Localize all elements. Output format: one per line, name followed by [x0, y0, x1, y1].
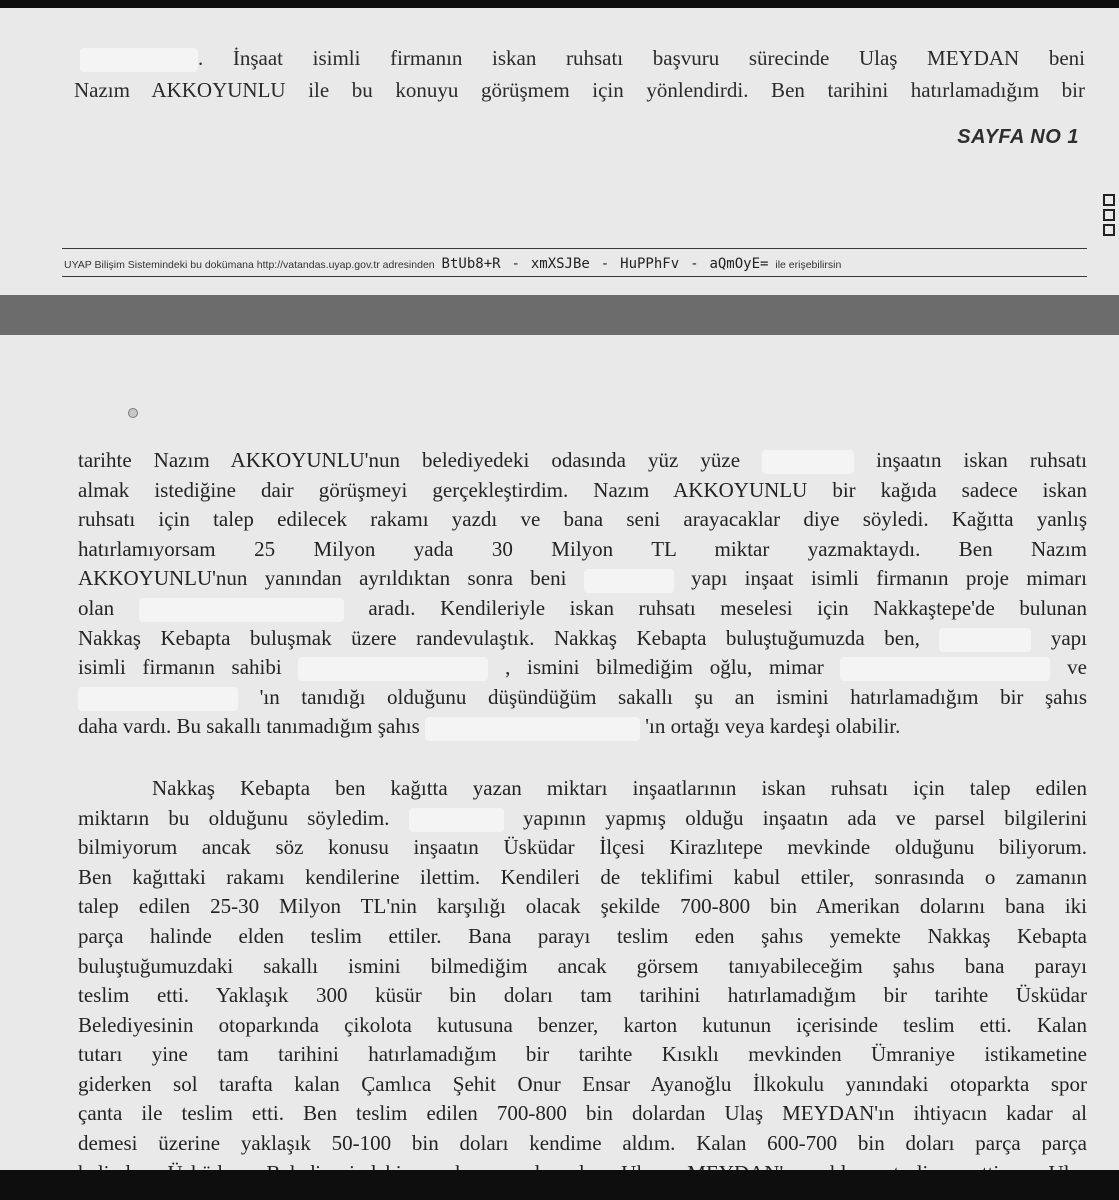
- body-line: [78, 564, 1087, 594]
- punch-hole-mark: [128, 408, 138, 418]
- body-text-segment: tutarı yine tam tarihini hatırlamadığım bir tarihte Kısıklı mevkinden Ümraniye istikametine: [78, 1042, 1087, 1067]
- footer-top-rule: [62, 248, 1087, 249]
- body-text-segment: Ben kağıttaki rakamı kendilerine ilettim. Kendileri de teklifimi kabul ettiler, sonrasında o zamanın: [78, 864, 1087, 889]
- page-number-label: SAYFA NO 1: [957, 126, 1079, 148]
- body-line: [78, 981, 1087, 1011]
- body-line: [78, 952, 1087, 982]
- body-line: [78, 683, 1087, 713]
- body-text-segment: olan: [78, 595, 115, 620]
- body-text-segment: almak istediğine dair görüşmeyi gerçekleştirdim. Nazım AKKOYUNLU bir kağıda sadece iskan: [78, 477, 1087, 502]
- body-text-segment: hatırlamıyorsam 25 Milyon yada 30 Milyon TL miktar yazmaktaydı. Ben Nazım: [78, 536, 1087, 561]
- redaction-block: [78, 687, 238, 711]
- body-text-segment: 'ın tanıdığı olduğunu düşündüğüm sakallı şu an ismini hatırlamadığım bir şahıs: [259, 684, 1087, 709]
- body-text-segment: Belediyesinin otoparkında çikolota kutusuna benzer, karton kutunun içerisinde teslim etti. Kalan: [78, 1012, 1087, 1037]
- body-line: [78, 594, 1087, 624]
- body-line: [78, 892, 1087, 922]
- body-text-segment: yapı inşaat isimli firmanın proje mimarı: [691, 566, 1088, 591]
- redaction-block: [80, 48, 198, 72]
- code-separator-2: -: [600, 256, 610, 272]
- body-text-segment: miktarın bu olduğunu söyledim.: [78, 805, 390, 830]
- redaction-block: [425, 717, 640, 741]
- body-line: [78, 833, 1087, 863]
- code-separator-1: -: [511, 256, 520, 272]
- scanned-document-page: [0, 8, 1119, 1170]
- paragraph-gap: [78, 742, 1087, 774]
- body-text-segment: yapı: [1050, 625, 1088, 650]
- redaction-block: [939, 628, 1031, 652]
- screen-bottom-bar: [0, 1170, 1119, 1200]
- body-text-segment: isimli firmanın sahibi: [78, 655, 282, 680]
- body-text-segment: Nakkaş Kebapta ben kağıtta yazan miktarı inşaatlarının iskan ruhsatı için talep edilen: [152, 775, 1087, 800]
- body-line: [78, 535, 1087, 565]
- access-code-2: xmXSJBe: [530, 256, 590, 272]
- qr-code-icon: [1103, 194, 1117, 252]
- body-text-segment: AKKOYUNLU'nun yanından ayrıldıktan sonra beni: [78, 566, 567, 591]
- body-line: [78, 1070, 1087, 1100]
- body-text-segment: aradı. Kendileriyle iskan ruhsatı meselesi için Nakkaştepe'de bulunan: [368, 595, 1087, 620]
- header-line-2: Nazım AKKOYUNLU ile bu konuyu görüşmem için yönlendirdi. Ben tarihini hatırlamadığım bir: [74, 78, 1085, 102]
- body-line: [78, 804, 1087, 834]
- redaction-block: [409, 808, 504, 832]
- access-code-4: aQmOyE=: [709, 256, 769, 272]
- body-text-segment: , ismini bilmediğim oğlu, mimar: [505, 655, 824, 680]
- body-line: [78, 1011, 1087, 1041]
- body-line: [78, 1099, 1087, 1129]
- body-text-segment: talep edilen 25-30 Milyon TL'nin karşılığı olacak şekilde 700-800 bin Amerikan dolarını bana iki: [78, 894, 1087, 919]
- body-text-segment: inşaatın iskan ruhsatı: [876, 448, 1088, 472]
- body-text-segment: bilmiyorum ancak söz konusu inşaatın Üsküdar İlçesi Kirazlıtepe mevkinde olduğunu biliyorum.: [78, 835, 1087, 860]
- redaction-block: [584, 569, 674, 593]
- redaction-block: [298, 657, 488, 681]
- body-text-segment: tarihte Nazım AKKOYUNLU'nun belediyedeki odasında yüz yüze: [78, 448, 741, 472]
- body-text-segment: çanta ile teslim etti. Ben teslim edilen 700-800 bin dolardan Ulaş MEYDAN'ın ihtiyacın kadar al: [78, 1101, 1087, 1126]
- header-line-1: [80, 46, 1085, 72]
- header-line-1-text: . İnşaat isimli firmanın iskan ruhsatı başvuru sürecinde Ulaş MEYDAN beni: [198, 46, 1085, 70]
- statement-body: [78, 446, 1087, 1188]
- footer-bottom-rule: [62, 276, 1087, 277]
- body-text-segment: buluştuğumuzdaki sakallı ismini bilmediğim ancak görsem tanıyabileceğim şahıs bana parayı: [78, 953, 1087, 978]
- body-line: [78, 653, 1087, 683]
- uyap-footer-prefix: UYAP Bilişim Sistemindeki bu dokümana http://vatandas.uyap.gov.tr adresinden: [64, 259, 435, 271]
- body-line: [78, 774, 1087, 804]
- body-line: [78, 863, 1087, 893]
- redaction-block: [840, 657, 1050, 681]
- body-line: [78, 922, 1087, 952]
- body-line: [78, 712, 1087, 742]
- body-text-segment: giderken sol tarafta kalan Çamlıca Şehit Onur Ensar Ayanoğlu İlkokulu yanındaki otoparkta spor: [78, 1071, 1087, 1096]
- body-text-segment: parça halinde elden teslim ettiler. Bana parayı teslim eden şahıs yemekte Nakkaş Kebapta: [78, 923, 1087, 948]
- access-code-1: BtUb8+R: [441, 256, 501, 272]
- body-text-segment: yapının yapmış olduğu inşaatın ada ve parsel bilgilerini: [523, 805, 1088, 830]
- body-line: [78, 446, 1087, 476]
- body-line: [78, 624, 1087, 654]
- code-separator-3: -: [690, 256, 699, 272]
- uyap-footer-suffix: ile erişebilirsin: [775, 259, 842, 271]
- redaction-block: [139, 598, 344, 622]
- body-line: [78, 505, 1087, 535]
- body-line: [78, 1129, 1087, 1159]
- body-text-segment: 'ın ortağı veya kardeşi olabilir.: [645, 714, 901, 739]
- body-line: [78, 1040, 1087, 1070]
- body-text-segment: demesi üzerine yaklaşık 50-100 bin doları kendime aldım. Kalan 600-700 bin doları parça parça: [78, 1131, 1087, 1156]
- body-text-segment: Nakkaş Kebapta buluşmak üzere randevulaştık. Nakkaş Kebapta buluştuğumuzda ben,: [78, 625, 920, 650]
- uyap-footer: [64, 256, 1089, 272]
- body-line: [78, 476, 1087, 506]
- access-code-3: HuPPhFv: [620, 256, 680, 272]
- body-text-segment: ve: [1067, 655, 1087, 680]
- body-text-segment: daha vardı. Bu sakallı tanımadığım şahıs: [78, 714, 420, 739]
- body-text-segment: ruhsatı için talep edilecek rakamı yazdı ve bana seni arayacaklar diye söyledi. Kağıtta yanlış: [78, 507, 1087, 532]
- redaction-block: [762, 450, 854, 474]
- body-text-segment: teslim etti. Yaklaşık 300 küsür bin doları tam tarihini hatırlamadığım bir tarihte Üsküdar: [78, 983, 1087, 1008]
- page-break-band: [0, 295, 1119, 335]
